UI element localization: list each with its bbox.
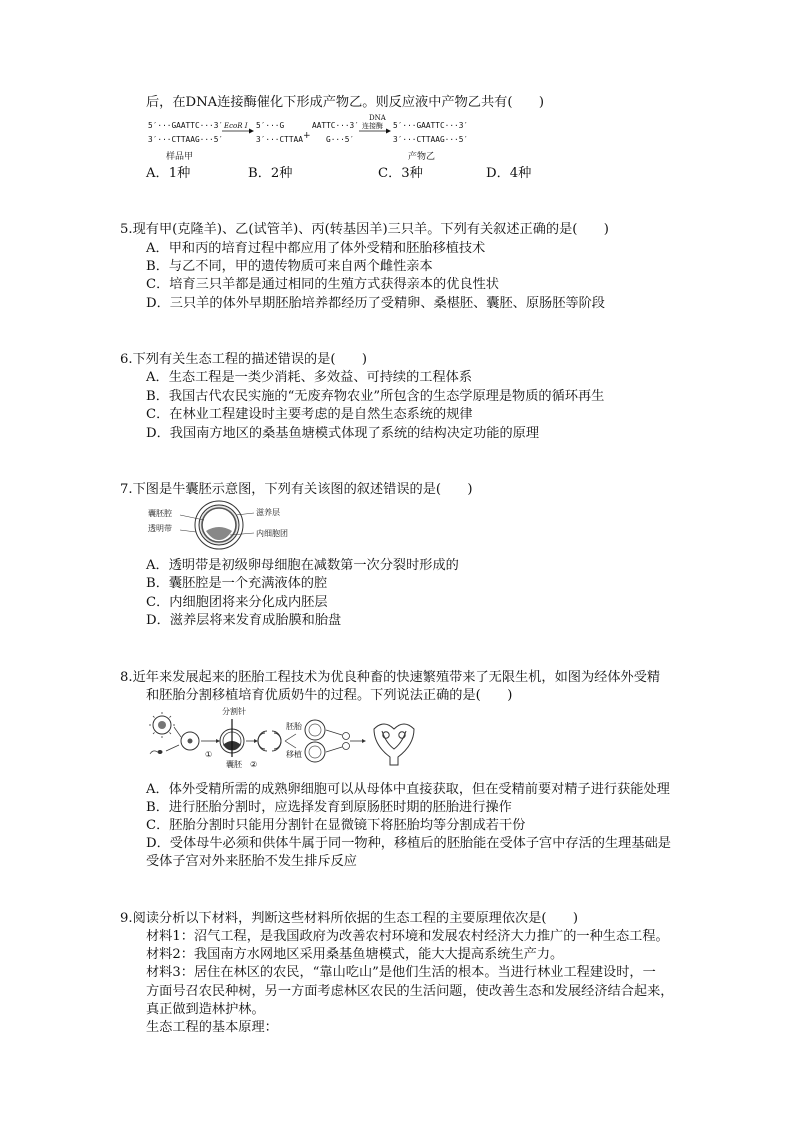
- arrow-split-down: [285, 741, 296, 748]
- uterus-icon: [374, 724, 414, 765]
- arrow-oocyte: [174, 727, 181, 737]
- q4-frag2-bottom: G···5′: [326, 135, 355, 144]
- q4-ligase-bottom: 连接酶: [362, 122, 383, 130]
- q8-stem-line1: 8.近年来发展起来的胚胎工程技术为优良种畜的快速繁殖带来了无限生机，如图为经体外受精: [120, 670, 661, 685]
- q9-material-1: 材料1：沼气工程，是我国政府为改善农村环境和发展农村经济大力推广的一种生态工程。: [146, 929, 669, 944]
- label-icm: 内细胞团: [256, 529, 288, 538]
- q6-option-a: A．生态工程是一类少消耗、多效益、可持续的工程体系: [146, 370, 473, 385]
- q7-option-b: B．囊胚腔是一个充满液体的腔: [146, 576, 328, 591]
- label-step2: ②: [250, 760, 258, 769]
- oocyte-icon: [149, 712, 175, 738]
- q4-enzyme-label: EcoR Ⅰ: [224, 122, 248, 130]
- q5-option-c: C．培育三只羊都是通过相同的生殖方式获得亲本的优良性状: [146, 277, 499, 292]
- label-transfer-1: 胚胎: [286, 722, 302, 731]
- q4-frag1-bottom: 3′···CTTAA: [256, 135, 303, 144]
- q7-option-c: C．内细胞团将来分化成内胚层: [146, 595, 328, 610]
- leader-zona: [180, 530, 196, 532]
- q4-option-c: C．3种: [378, 166, 423, 181]
- q4-product-b-label: 产物乙: [408, 152, 436, 162]
- label-blastocyst: 囊胚: [226, 760, 242, 769]
- q9-material-3-line3: 真正做到造林护林。: [146, 1002, 265, 1017]
- q9-principles-heading: 生态工程的基本原理：: [146, 1020, 278, 1035]
- q5-option-b: B．与乙不同，甲的遗传物质可来自两个雌性亲本: [146, 259, 433, 274]
- embryo-upper-icon: [305, 720, 325, 740]
- q6-option-d: D．我国南方地区的桑基鱼塘模式体现了系统的结构决定功能的原理: [146, 426, 540, 441]
- q4-sample-a-top: 5′···GAATTC···3′: [148, 121, 224, 130]
- q7-stem: 7.下图是牛囊胚示意图，下列有关该图的叙述错误的是( ): [120, 482, 473, 497]
- q8-option-d: D．受体母牛必须和供体牛属于同一物种，移植后的胚胎能在受体子宫中存活的生理基础是: [146, 836, 671, 851]
- split-embryo-icon: [258, 731, 281, 751]
- q4-option-a: A．1种: [146, 166, 191, 181]
- arrow-transfer-down: [326, 747, 342, 752]
- q5-option-d: D．三只羊的体外早期胚胎培养都经历了受精卵、桑椹胚、囊胚、原肠胚等阶段: [146, 296, 605, 311]
- leader-trophoblast: [236, 513, 254, 515]
- label-cavity: 囊胚腔: [148, 509, 172, 518]
- embryo-lower-icon: [305, 742, 325, 762]
- q6-option-c: C．在林业工程建设时主要考虑的是自然生态系统的规律: [146, 407, 473, 422]
- q4-arrow-2-head: [386, 129, 391, 134]
- q6-stem: 6.下列有关生态工程的描述错误的是( ): [120, 352, 368, 367]
- sperm-icon: [150, 750, 163, 754]
- q4-sample-a-label: 样品甲: [166, 152, 194, 162]
- q4-option-b: B．2种: [248, 166, 293, 181]
- q7-option-a: A．透明带是初级卵母细胞在减数第一次分裂时形成的: [146, 558, 459, 573]
- q8-option-c: C．胚胎分割时只能用分割针在显微镜下将胚胎均等分割成若干份: [146, 818, 526, 833]
- q7-blastocyst-diagram: [146, 500, 316, 550]
- q4-plus: +: [303, 131, 311, 141]
- q6-option-b: B．我国古代农民实施的“无废弃物农业”所包含的生态学原理是物质的循环再生: [146, 389, 605, 404]
- q4-stem-tail: 后，在DNA连接酶催化下形成产物乙。则反应液中产物乙共有( ): [146, 95, 544, 110]
- q8-option-a: A．体外受精所需的成熟卵细胞可以从母体中直接获取，但在受精前要对精子进行获能处理: [146, 782, 670, 797]
- q8-embryo-split-diagram: [146, 705, 416, 775]
- q4-dna-diagram: [146, 114, 476, 164]
- q4-ligase-top: DNA: [369, 114, 386, 122]
- q4-product-b-top: 5′···GAATTC···3′: [393, 121, 469, 130]
- small-embryo-lower: [343, 743, 350, 750]
- q4-arrow-1-head: [249, 129, 254, 134]
- q9-material-3-line2: 方面号召农民种树，另一方面考虑林区农民的生活问题，使改善生态和发展经济结合起来，: [146, 984, 674, 999]
- q4-sample-a-bottom: 3′···CTTAAG···5′: [148, 135, 224, 144]
- arrow-transfer-up: [326, 730, 342, 735]
- label-step1: ①: [205, 750, 213, 759]
- q8-option-d-continued: 受体子宫对外来胚胎不发生排斥反应: [146, 854, 357, 869]
- q8-stem-line2: 和胚胎分割移植培育优质奶牛的过程。下列说法正确的是( ): [146, 688, 513, 703]
- zygote-icon: [181, 732, 199, 750]
- q9-material-3-line1: 材料3：居住在林区的农民，“靠山吃山”是他们生活的根本。当进行林业工程建设时，一: [146, 965, 656, 980]
- label-trophoblast: 滋养层: [256, 508, 280, 517]
- q4-product-b-bottom: 3′···CTTAAG···5′: [393, 135, 469, 144]
- label-transfer-2: 移植: [286, 750, 302, 759]
- arrow-split-up: [285, 734, 296, 741]
- label-zona: 透明带: [148, 524, 172, 533]
- q4-frag1-top: 5′···G: [256, 121, 285, 130]
- q7-option-d: D．滋养层将来发育成胎膜和胎盘: [146, 613, 342, 628]
- arrow-sperm: [166, 745, 179, 751]
- q9-stem: 9.阅读分析以下材料，判断这些材料所依据的生态工程的主要原理依次是( ): [120, 911, 579, 926]
- q4-frag2-top: AATTC···3′: [312, 121, 359, 130]
- q8-option-b: B．进行胚胎分割时，应选择发育到原肠胚时期的胚胎进行操作: [146, 800, 512, 815]
- q5-stem: 5.现有甲(克隆羊)、乙(试管羊)、丙(转基因羊)三只羊。下列有关叙述正确的是( ): [120, 222, 609, 237]
- label-needle: 分割针: [222, 707, 246, 716]
- q4-option-d: D．4种: [486, 166, 532, 181]
- q5-option-a: A．甲和丙的培育过程中都应用了体外受精和胚胎移植技术: [146, 241, 486, 256]
- q9-material-2: 材料2：我国南方水网地区采用桑基鱼塘模式，能大大提高系统生产力。: [146, 947, 564, 962]
- small-embryo-upper: [343, 733, 350, 740]
